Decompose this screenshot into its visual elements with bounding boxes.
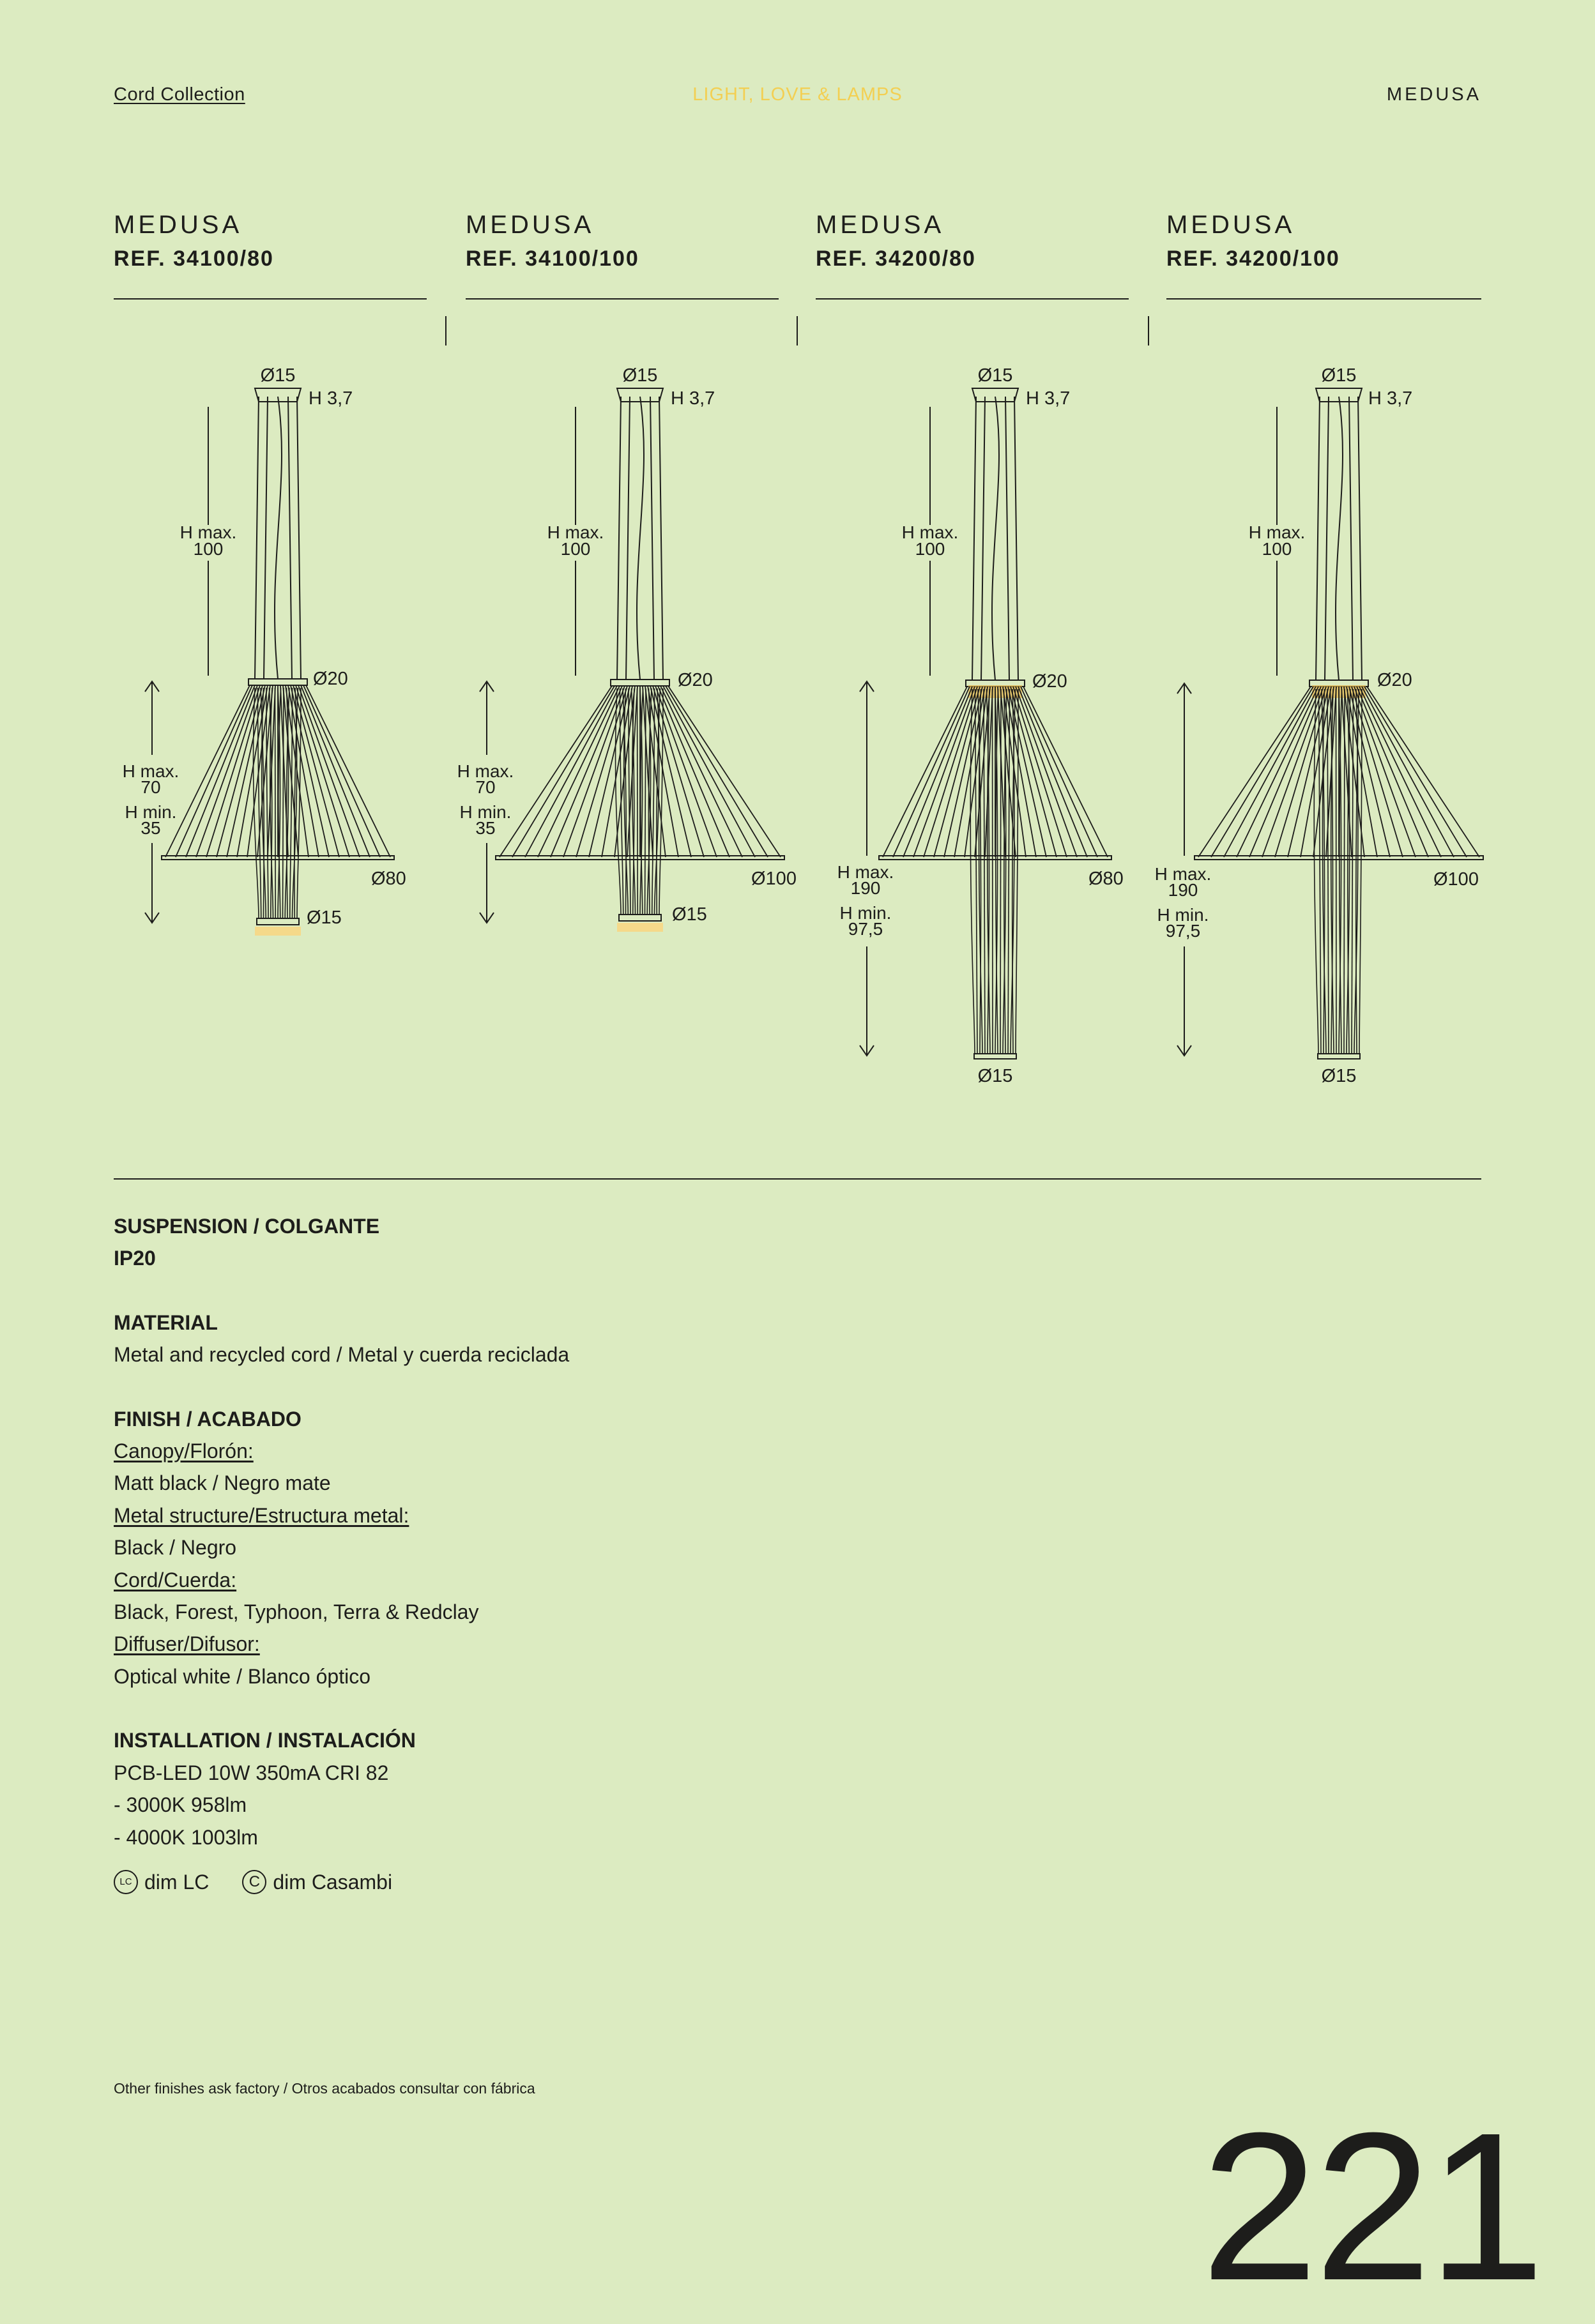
body-min-value: 35 <box>475 818 496 838</box>
cord-strand <box>637 688 638 915</box>
suspension-cable-left <box>1316 397 1320 680</box>
power-cord <box>275 397 282 679</box>
bottom-cap <box>1318 1054 1360 1059</box>
model-ref-3: REF. 34200/80 <box>816 247 976 271</box>
canopy-diameter-label: Ø15 <box>622 365 658 386</box>
shade-cord <box>525 686 617 857</box>
bottom-diameter-label: Ø15 <box>672 904 707 925</box>
top-ring <box>248 679 307 685</box>
material-value: Metal and recycled cord / Metal y cuerda reciclada <box>114 1343 570 1367</box>
shade-cord <box>298 685 360 857</box>
shade-cord <box>903 687 972 857</box>
light-glow <box>617 923 663 932</box>
shade-cord <box>1359 687 1441 857</box>
diffuser-value: Optical white / Blanco óptico <box>114 1664 370 1688</box>
model-ref-2: REF. 34100/100 <box>466 247 639 271</box>
ring-diameter-label: Ø20 <box>1032 671 1067 692</box>
shade-cord <box>1224 687 1316 857</box>
cord-strand <box>266 688 268 918</box>
shade-cord <box>653 686 704 857</box>
power-cord <box>992 397 999 680</box>
shade-diameter-label: Ø80 <box>371 869 406 889</box>
body-min-value: 97,5 <box>848 919 883 939</box>
footnote: Other finishes ask factory / Otros acabados consultar con fábrica <box>114 2080 535 2097</box>
mount-type: SUSPENSION / COLGANTE <box>114 1215 380 1238</box>
shade-cord <box>655 686 717 857</box>
cable-height-value: 100 <box>915 539 945 559</box>
cord-strand <box>659 688 663 915</box>
shade-cord <box>1352 687 1403 857</box>
body-min-label: H min. <box>1157 905 1209 925</box>
suspension-cable-right-inner <box>1349 397 1353 680</box>
shade-cord <box>196 685 257 857</box>
shade-cord <box>551 686 622 857</box>
suspension-cable-right <box>659 397 663 680</box>
suspension-cable-left-inner <box>981 397 985 680</box>
collection-link[interactable]: Cord Collection <box>114 84 245 105</box>
suspension-cable-left <box>617 397 621 680</box>
technical-drawings <box>0 0 1595 1150</box>
ring-diameter-label: Ø20 <box>678 670 713 690</box>
top-ring <box>611 680 669 686</box>
shade-cord <box>538 686 620 857</box>
shade-cord <box>934 687 980 857</box>
dim-casambi-label: dim Casambi <box>273 1870 393 1894</box>
model-name-2: MEDUSA <box>466 211 595 239</box>
shade-cord <box>1023 687 1108 857</box>
shade-diameter-label: Ø80 <box>1088 869 1124 889</box>
suspension-cable-right-inner <box>288 397 292 679</box>
body-min-value: 35 <box>141 818 161 838</box>
cord-strand <box>1344 689 1345 1054</box>
body-max-label: H max. <box>122 761 179 781</box>
cord-strand <box>1352 689 1354 1054</box>
ring-diameter-label: Ø20 <box>313 669 348 689</box>
drawing-34200-80 <box>837 365 1124 1086</box>
cable-height-value: 100 <box>193 539 224 559</box>
cord-strand <box>1000 689 1001 1054</box>
cord-strand <box>652 688 655 915</box>
shade-cord <box>660 686 742 857</box>
cord-strand <box>1008 689 1010 1054</box>
cable-height-label: H max. <box>1248 522 1306 542</box>
shade-cord <box>1357 687 1428 857</box>
shade-cord <box>512 686 614 857</box>
dimming-options <box>114 1866 569 1898</box>
shade-cord <box>1362 687 1454 857</box>
body-min-value: 97,5 <box>1165 921 1201 941</box>
power-cord <box>637 397 644 680</box>
suspension-cable-right-inner <box>1005 397 1009 680</box>
ip-rating: IP20 <box>114 1247 156 1270</box>
body-max-label: H max. <box>457 761 514 781</box>
shade-cord <box>1016 687 1077 857</box>
suspension-cable-left <box>972 397 976 680</box>
body-min-label: H min. <box>459 802 512 822</box>
shade-diameter-label: Ø100 <box>1433 869 1479 890</box>
body-min-label: H min. <box>839 903 892 923</box>
body-max-value: 70 <box>475 777 496 797</box>
specifications <box>114 1210 569 1898</box>
model-name-4: MEDUSA <box>1166 211 1295 239</box>
cord-value: Black, Forest, Typhoon, Terra & Redclay <box>114 1600 479 1624</box>
cable-height-value: 100 <box>560 539 591 559</box>
bottom-cap <box>974 1054 1016 1059</box>
body-min-label: H min. <box>125 802 177 822</box>
dim-lc-label: dim LC <box>144 1870 210 1894</box>
shade-cord <box>1249 687 1321 857</box>
structure-value: Black / Negro <box>114 1536 237 1560</box>
cord-label: Cord/Cuerda: <box>114 1568 237 1591</box>
canopy-height-label: H 3,7 <box>671 388 715 409</box>
suspension-cable-right-inner <box>650 397 654 680</box>
body-max-label: H max. <box>837 862 894 882</box>
shade-cord <box>658 686 729 857</box>
model-name-3: MEDUSA <box>816 211 945 239</box>
suspension-cable-left-inner <box>264 397 268 679</box>
shade-cord <box>1211 687 1313 857</box>
suspension-cable-left <box>255 397 259 679</box>
model-name-1: MEDUSA <box>114 211 243 239</box>
canopy-label: Canopy/Florón: <box>114 1439 254 1463</box>
drawing-34100-80 <box>123 365 406 936</box>
shade-cord <box>883 687 967 857</box>
lumen-3000k: - 3000K 958lm <box>114 1793 247 1817</box>
shade-cord <box>217 685 263 857</box>
bottom-diameter-label: Ø15 <box>307 908 342 928</box>
cord-strand <box>275 688 276 918</box>
dim-lc-icon: LC <box>114 1870 138 1894</box>
suspension-cable-right <box>1014 397 1018 680</box>
cable-height-label: H max. <box>901 522 959 542</box>
cord-strand <box>1359 689 1362 1054</box>
canopy-diameter-label: Ø15 <box>977 365 1013 386</box>
canopy-diameter-label: Ø15 <box>1321 365 1357 386</box>
cord-strand <box>975 689 978 1054</box>
suspension-cable-right <box>1358 397 1362 680</box>
lumen-4000k: - 4000K 1003lm <box>114 1825 258 1849</box>
cord-strand <box>1314 689 1318 1054</box>
shade-cord <box>1018 687 1087 857</box>
model-ref-1: REF. 34100/80 <box>114 247 274 271</box>
body-max-label: H max. <box>1154 864 1212 884</box>
shade-cord <box>186 685 255 857</box>
model-ref-4: REF. 34200/100 <box>1166 247 1340 271</box>
finish-heading: FINISH / ACABADO <box>114 1407 301 1431</box>
page-number: 221 <box>1201 2088 1541 2324</box>
installation-heading: INSTALLATION / INSTALACIÓN <box>114 1729 416 1752</box>
drawing-34200-100 <box>1155 365 1483 1086</box>
structure-label: Metal structure/Estructura metal: <box>114 1503 409 1527</box>
product-title: MEDUSA <box>1386 84 1481 105</box>
bottom-diameter-label: Ø15 <box>1321 1066 1357 1086</box>
cable-height-value: 100 <box>1262 539 1292 559</box>
cable-height-label: H max. <box>179 522 237 542</box>
brand-tagline: LIGHT, LOVE & LAMPS <box>692 84 903 105</box>
bottom-cap <box>257 918 299 925</box>
shade-cord <box>1364 687 1467 857</box>
diffuser-label: Diffuser/Difusor: <box>114 1632 260 1656</box>
drawing-34100-100 <box>457 365 797 932</box>
shade-cord <box>666 686 768 857</box>
shade-cord <box>1237 687 1318 857</box>
shade-cord <box>913 687 975 857</box>
shade-cord <box>306 685 390 857</box>
power-cord <box>1336 397 1343 680</box>
body-max-value: 190 <box>850 878 881 898</box>
canopy-height-label: H 3,7 <box>1368 388 1413 409</box>
shade-cord <box>1354 687 1416 857</box>
cord-strand <box>1327 689 1329 1054</box>
bottom-cap <box>619 915 661 921</box>
cord-strand <box>1336 689 1337 1054</box>
light-glow <box>255 927 301 936</box>
cable-height-label: H max. <box>547 522 604 542</box>
canopy-height-label: H 3,7 <box>1026 388 1071 409</box>
body-max-value: 190 <box>1168 880 1198 900</box>
body-max-value: 70 <box>141 777 161 797</box>
suspension-cable-left-inner <box>626 397 630 680</box>
suspension-cable-right <box>297 397 301 679</box>
canopy-diameter-label: Ø15 <box>260 365 296 386</box>
shade-cord <box>301 685 370 857</box>
dim-casambi-icon: C <box>242 1870 266 1894</box>
led-spec: PCB-LED 10W 350mA CRI 82 <box>114 1761 389 1784</box>
material-heading: MATERIAL <box>114 1310 218 1334</box>
bottom-diameter-label: Ø15 <box>977 1066 1013 1086</box>
shade-cord <box>663 686 755 857</box>
section-divider <box>114 1178 1481 1180</box>
suspension-cable-left-inner <box>1325 397 1329 680</box>
ring-diameter-label: Ø20 <box>1377 670 1412 690</box>
shade-diameter-label: Ø100 <box>751 869 797 889</box>
cord-strand <box>283 688 284 918</box>
canopy-height-label: H 3,7 <box>309 388 353 409</box>
canopy-value: Matt black / Negro mate <box>114 1471 331 1495</box>
